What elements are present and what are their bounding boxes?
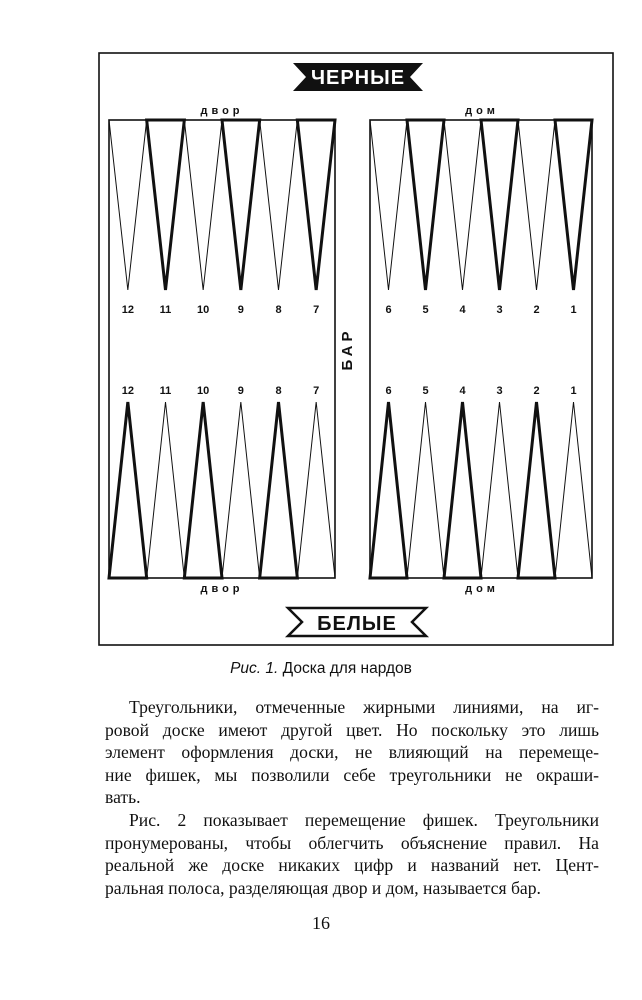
bottom-point-number: 9 xyxy=(237,385,244,397)
bottom-point-number: 11 xyxy=(159,385,172,397)
bottom-point-number: 10 xyxy=(197,385,210,397)
bottom-point-number: 1 xyxy=(570,385,577,397)
top-point-number: 2 xyxy=(533,304,540,316)
bottom-point-triangle xyxy=(184,402,222,578)
bottom-point-number: 4 xyxy=(459,385,466,397)
paragraph-line: Треугольники, отмеченные жирными линиями, на иг- xyxy=(129,697,599,717)
bottom-point-triangle xyxy=(481,402,518,578)
top-point-number: 4 xyxy=(459,304,466,316)
top-point-number: 10 xyxy=(197,304,210,316)
bottom-point-number: 8 xyxy=(275,385,282,397)
body-text xyxy=(105,696,599,899)
paragraph-line: ние фишек, мы позволили себе треугольники не окраши- xyxy=(105,764,599,785)
bottom-point-triangle xyxy=(370,402,407,578)
bar-label: БАР xyxy=(339,327,356,371)
bottom-point-triangle xyxy=(297,402,335,578)
paragraph-line: вать. xyxy=(105,787,141,808)
bottom-point-triangle xyxy=(518,402,555,578)
top-point-triangle xyxy=(184,120,222,290)
paragraph-line: пронумерованы, чтобы облегчить объяснение правил. На xyxy=(105,832,599,853)
top-point-triangle xyxy=(222,120,260,290)
top-point-triangle xyxy=(518,120,555,290)
bottom-point-number: 12 xyxy=(121,385,134,397)
bottom-point-number: 3 xyxy=(496,385,503,397)
left-board-half xyxy=(109,120,335,578)
top-point-number: 3 xyxy=(496,304,503,316)
bottom-point-triangle xyxy=(109,402,147,578)
top-point-triangle xyxy=(147,120,185,290)
top-point-triangle xyxy=(481,120,518,290)
top-right-zone-label: дом xyxy=(465,105,499,117)
top-point-number: 9 xyxy=(237,304,244,316)
paragraph-line: ральная полоса, разделяющая двор и дом, называется бар. xyxy=(105,877,541,898)
top-point-triangle xyxy=(260,120,298,290)
bottom-point-triangle xyxy=(407,402,444,578)
backgammon-board-figure xyxy=(98,52,614,646)
bottom-point-triangle xyxy=(260,402,298,578)
top-point-triangle xyxy=(109,120,147,290)
paragraph-line: Рис. 2 показывает перемещение фишек. Треугольники xyxy=(129,809,599,830)
backgammon-board xyxy=(98,52,614,646)
top-point-number: 1 xyxy=(570,304,577,316)
bottom-point-number: 7 xyxy=(313,385,320,397)
bottom-point-number: 5 xyxy=(422,385,429,397)
top-point-number: 8 xyxy=(275,304,282,316)
page-number: 16 xyxy=(312,913,330,933)
bottom-left-zone-label: двор xyxy=(200,583,244,595)
bottom-banner-text: БЕЛЫЕ xyxy=(317,613,397,635)
top-point-number: 7 xyxy=(313,304,320,316)
bottom-point-number: 6 xyxy=(385,385,392,397)
bottom-point-triangle xyxy=(222,402,260,578)
caption-figure-label: Рис. 1. xyxy=(230,660,279,677)
paragraph-line: реальной же доске никаких цифр и названий нет. Цент- xyxy=(105,855,599,876)
paragraph-line: элемент оформления доски, не влияющий на перемеще- xyxy=(105,742,599,763)
bottom-point-triangle xyxy=(555,402,592,578)
top-point-number: 6 xyxy=(385,304,392,316)
top-point-number: 5 xyxy=(422,304,429,316)
top-point-triangle xyxy=(555,120,592,290)
caption-text: Доска для нардов xyxy=(282,660,412,677)
top-point-triangle xyxy=(444,120,481,290)
right-board-half xyxy=(370,120,592,578)
top-point-triangle xyxy=(407,120,444,290)
figure-frame xyxy=(99,53,613,645)
top-point-number: 12 xyxy=(121,304,134,316)
top-left-zone-label: двор xyxy=(200,105,244,117)
bottom-right-zone-label: дом xyxy=(465,583,499,595)
bottom-point-triangle xyxy=(147,402,185,578)
top-point-triangle xyxy=(370,120,407,290)
paragraph-line: ровой доске имеют другой цвет. Но поскольку это лишь xyxy=(105,719,599,740)
bottom-point-number: 2 xyxy=(533,385,540,397)
top-banner-text: ЧЕРНЫЕ xyxy=(310,67,406,89)
figure-caption xyxy=(0,660,642,678)
top-point-triangle xyxy=(297,120,335,290)
bottom-point-triangle xyxy=(444,402,481,578)
top-point-number: 11 xyxy=(159,304,172,316)
